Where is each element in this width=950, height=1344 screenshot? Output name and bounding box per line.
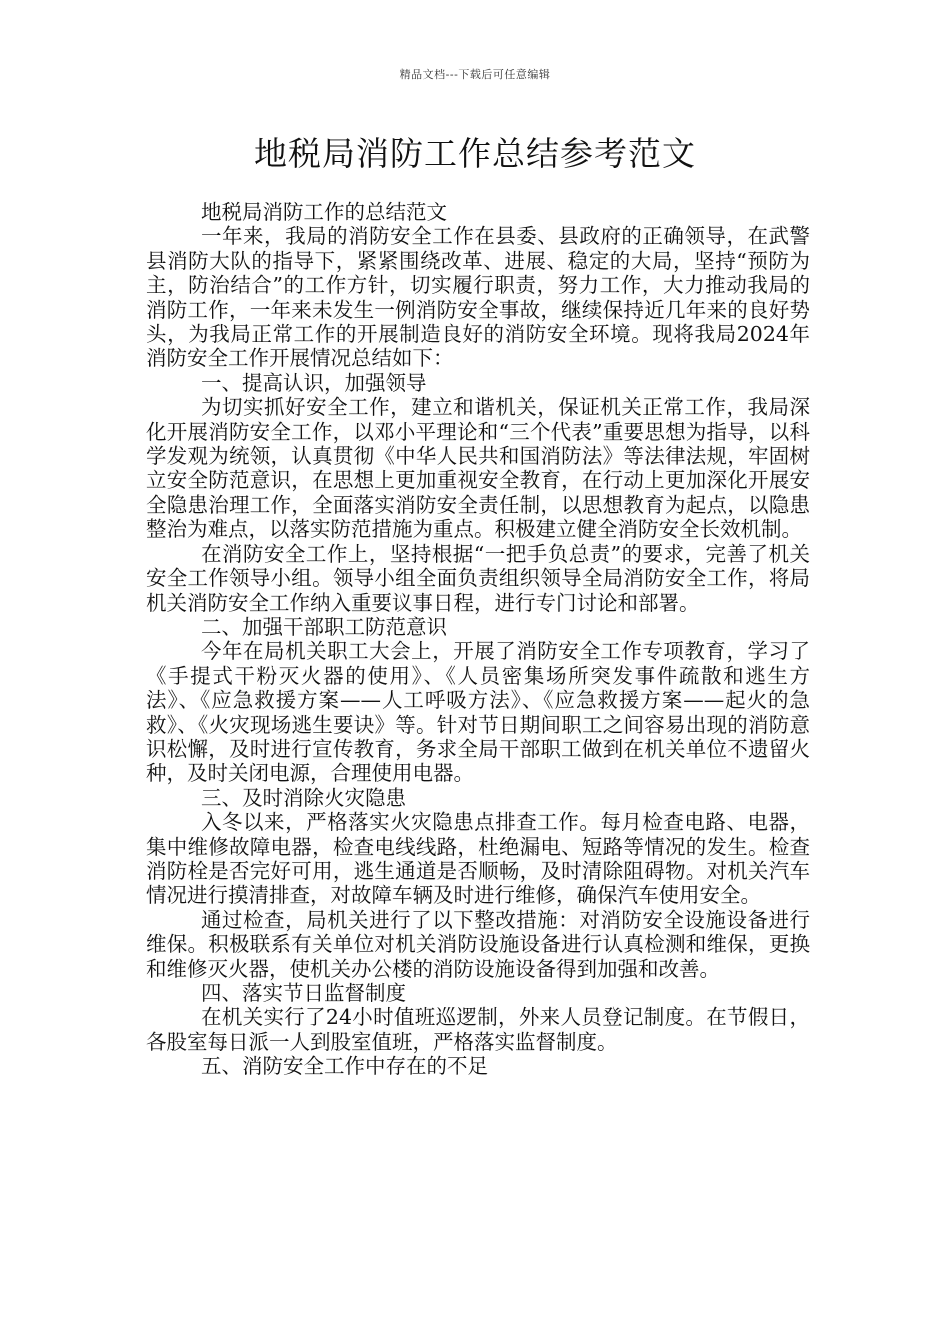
section-heading-4: 四、落实节日监督制度 — [201, 981, 406, 1005]
header-note: 精品文档---下载后可任意编辑 — [399, 68, 551, 81]
section-heading-1: 一、提高认识，加强领导 — [201, 370, 427, 395]
body-paragraph: 通过检查，局机关进行了以下整改措施：对消防安全设施设备进行维保。积极联系有关单位对机关消防设施设备进行认真检测和维保，更换和维修灭火器，使机关办公楼的消防设施设备得到加强和改善。 — [146, 907, 810, 981]
body-paragraph: 为切实抓好安全工作，建立和谐机关，保证机关正常工作，我局深化开展消防安全工作，以邓小平理论和“三个代表”重要思想为指导，以科学发观为统领，认真贯彻《中华人民共和国消防法》等法律法规，牢固树立安全防范意识，在思想上更加重视安全教育，在行动上更加深化开展安全隐患治理工作，全面落实消防安全责任制，以思想教育为起点，以隐患整治为难点，以落实防范措施为重点。积极建立健全消防安全长效机制。 — [146, 395, 810, 542]
subtitle-paragraph: 地税局消防工作的总结范文 — [201, 200, 447, 224]
section-heading-5: 五、消防安全工作中存在的不足 — [201, 1054, 488, 1079]
section-heading-2: 二、加强干部职工防范意识 — [201, 614, 447, 639]
body-paragraph: 入冬以来，严格落实火灾隐患点排查工作。每月检查电路、电器，集中维修故障电器，检查电线线路，杜绝漏电、短路等情况的发生。检查消防栓是否完好可用，逃生通道是否顺畅，及时清除阻碍物。对机关汽车情况进行摸清排查，对故障车辆及时进行维修，确保汽车使用安全。 — [146, 810, 810, 908]
body-paragraph: 在消防安全工作上，坚持根据“一把手负总责”的要求，完善了机关安全工作领导小组。领导小组全面负责组织领导全局消防安全工作，将局机关消防安全工作纳入重要议事日程，进行专门讨论和部署。 — [146, 541, 810, 615]
body-paragraph: 在机关实行了24小时值班巡逻制，外来人员登记制度。在节假日，各股室每日派一人到股室值班，严格落实监督制度。 — [146, 1005, 810, 1054]
document-body — [146, 200, 810, 1079]
body-paragraph: 今年在局机关职工大会上，开展了消防安全工作专项教育，学习了《手提式干粉灭火器的使用》、《人员密集场所突发事件疏散和逃生方法》、《应急救援方案——人工呼吸方法》、《应急救援方案——起火的急救》、《火灾现场逃生要诀》等。针对节日期间职工之间容易出现的消防意识松懈，及时进行宣传教育，务求全局干部职工做到在机关单位不遗留火种，及时关闭电源，合理使用电器。 — [146, 639, 810, 786]
page-title: 地税局消防工作总结参考范文 — [254, 134, 696, 173]
section-heading-3: 三、及时消除火灾隐患 — [201, 785, 406, 810]
intro-paragraph: 一年来，我局的消防安全工作在县委、县政府的正确领导，在武警县消防大队的指导下，紧紧围绕改革、进展、稳定的大局，坚持“预防为主，防治结合”的工作方针，切实履行职责，努力工作，大力推动我局的消防工作，一年来未发生一例消防安全事故，继续保持近几年来的良好势头，为我局正常工作的开展制造良好的消防安全环境。现将我局2024年消防安全工作开展情况总结如下： — [146, 224, 810, 371]
